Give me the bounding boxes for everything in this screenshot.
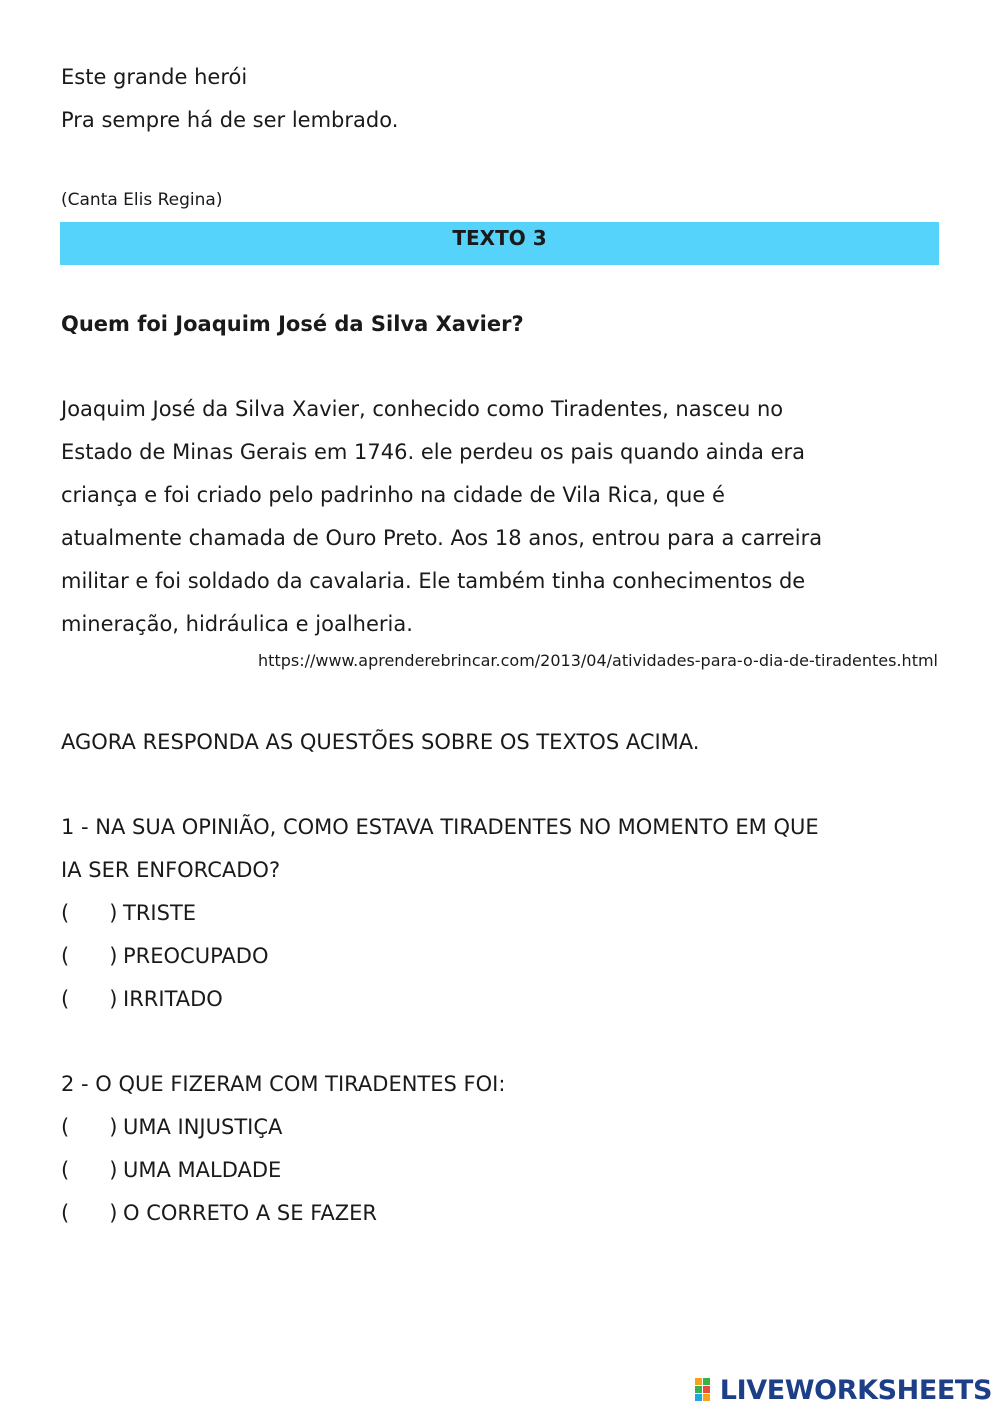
answer-checkbox[interactable]: ( ) (61, 1201, 118, 1225)
answer-option-label: O CORRETO A SE FAZER (123, 1201, 377, 1225)
poem-credit: (Canta Elis Regina) (61, 190, 223, 210)
answer-option-label: TRISTE (123, 901, 197, 925)
answer-option-label: PREOCUPADO (123, 944, 269, 968)
paragraph-line: militar e foi soldado da cavalaria. Ele também tinha conhecimentos de (61, 569, 806, 593)
answer-option-irritado[interactable] (61, 978, 819, 1021)
answer-option-injustica[interactable] (61, 1106, 505, 1149)
answer-checkbox[interactable]: ( ) (61, 987, 118, 1011)
section-heading: TEXTO 3 (452, 226, 547, 250)
question-1 (61, 806, 819, 1021)
question-1-prompt-line-2: IA SER ENFORCADO? (61, 858, 281, 882)
poem-line-2: Pra sempre há de ser lembrado. (61, 108, 399, 132)
poem-line-1: Este grande herói (61, 65, 248, 89)
section-heading-banner (60, 222, 939, 265)
paragraph-line: Estado de Minas Gerais em 1746. ele perdeu os pais quando ainda era (61, 440, 806, 464)
liveworksheets-logo-text: LIVEWORKSHEETS (719, 1374, 992, 1406)
paragraph-line: mineração, hidráulica e joalheria. (61, 612, 413, 636)
answer-option-triste[interactable] (61, 892, 819, 935)
poem-excerpt (61, 56, 398, 142)
paragraph-line: Joaquim José da Silva Xavier, conhecido como Tiradentes, nasceu no (61, 397, 784, 421)
biography-paragraph (61, 388, 941, 646)
answer-option-label: UMA INJUSTIÇA (123, 1115, 283, 1139)
liveworksheets-logo (694, 1373, 992, 1407)
answer-option-correto[interactable] (61, 1192, 505, 1235)
answer-option-preocupado[interactable] (61, 935, 819, 978)
answer-checkbox[interactable]: ( ) (61, 901, 118, 925)
question-2-prompt: 2 - O QUE FIZERAM COM TIRADENTES FOI: (61, 1072, 506, 1096)
liveworksheets-logo-icon (694, 1376, 718, 1404)
paragraph-line: criança e foi criado pelo padrinho na cidade de Vila Rica, que é (61, 483, 725, 507)
answer-option-maldade[interactable] (61, 1149, 505, 1192)
paragraph-line: atualmente chamada de Ouro Preto. Aos 18 anos, entrou para a carreira (61, 526, 823, 550)
source-url: https://www.aprenderebrincar.com/2013/04/atividades-para-o-dia-de-tiradentes.html (258, 651, 938, 670)
question-2 (61, 1063, 505, 1235)
answer-option-label: UMA MALDADE (123, 1158, 282, 1182)
question-1-prompt-line-1: 1 - NA SUA OPINIÃO, COMO ESTAVA TIRADENTES NO MOMENTO EM QUE (61, 815, 819, 839)
text-title: Quem foi Joaquim José da Silva Xavier? (61, 312, 524, 336)
answer-checkbox[interactable]: ( ) (61, 1115, 118, 1139)
answer-checkbox[interactable]: ( ) (61, 1158, 118, 1182)
answer-option-label: IRRITADO (123, 987, 223, 1011)
instructions: AGORA RESPONDA AS QUESTÕES SOBRE OS TEXTOS ACIMA. (61, 730, 700, 754)
answer-checkbox[interactable]: ( ) (61, 944, 118, 968)
